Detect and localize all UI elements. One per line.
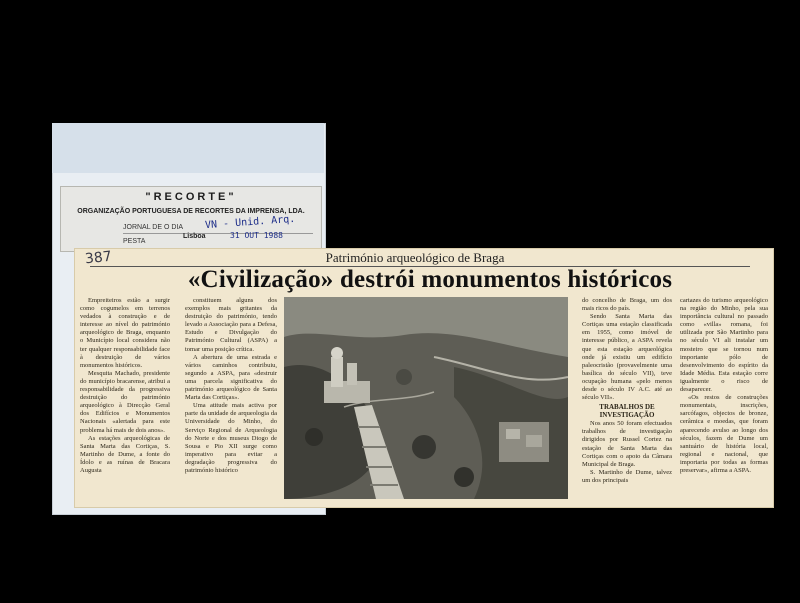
paragraph: Uma atitude mais activa por parte da unidade de arqueologia da Universidade do Minho, do Serviço Regional de Arqueologia do Norte e dos museus Diogo de Sousa e Pio XII surge como imperativo para evitar a degradação progressiva do património histórico: [185, 402, 277, 474]
paragraph: Mesquita Machado, presidente do município bracarense, atribui a responsabilidade da progressiva destruição do património arqueológico à Direcção Geral dos Edifícios e Monumentos Nacionais «alertada para este problema há mais de dois anos».: [80, 369, 170, 434]
paragraph: S. Martinho de Dume, talvez um dos principais: [582, 468, 672, 484]
handwritten-page-number: 387: [84, 248, 113, 268]
field-label: PESTA: [123, 238, 146, 245]
paragraph: As estações arqueológicas de Santa Marta das Cortiças, S. Martinho de Dume, a fonte do Ídolo e as ruínas de Bracara Augusta: [80, 434, 170, 474]
city-label: Lisboa: [183, 233, 206, 240]
paragraph: constituem alguns dos exemplos mais gritantes da destruição do património, tendo levado a Associação para a Defesa, Estudo e Divulgação do Património Cultural (ASPA) a tomar uma posição crítica.: [185, 297, 277, 353]
paragraph: «Os restos de construções monumentais, inscrições, sarcófagos, objectos de bronze, cerâmica e moedas, que foram aparecendo avulso ao longo dos séculos, fazem de Dume um santuário de história local, regional e nacional, que importaria por todas as formas preservar», afirma a ASPA.: [680, 394, 768, 474]
paragraph: do concelho de Braga, um dos mais ricos do país.: [582, 297, 672, 313]
section-subhead: TRABALHOS DE INVESTIGAÇÃO: [599, 403, 655, 420]
clipping-card-header-strip: [52, 123, 324, 173]
paragraph: cartazes do turismo arqueológico na região do Minho, pela sua importância cultural no passado como «villa» romana, foi utilizada por São Martinho para no século VI ali instalar um mosteiro que se tornou num importante pólo de desenvolvimento do espírito da Idade Média. Esta estação corre igualmente o risco de desaparecer.: [680, 297, 768, 394]
article-kicker: Património arqueológico de Braga: [325, 250, 505, 265]
article-column-1: [80, 297, 170, 475]
aerial-photo-drawing: [284, 297, 568, 499]
agency-brand: "RECORTE": [145, 191, 237, 203]
article-column-2: [185, 297, 277, 475]
paragraph: Empreiteiros estão a surgir como cogumelos em terrenos vedados à construção e de interesse ao nível do património arqueológico de Braga, enquanto o Município local considera não ter qualquer responsabilidade face à destruição de vários monumentos históricos.: [80, 297, 170, 369]
newspaper-label: JORNAL DE O DIA: [123, 224, 184, 231]
article-column-4: [680, 297, 768, 475]
source-stamp: VN - Unid. Arq.: [204, 213, 296, 232]
date-stamp: 31 OUT 1988: [230, 231, 283, 240]
article-column-3: [582, 297, 672, 485]
paragraph: A abertura de uma estrada e vários caminhos contribuiu, segundo a ASPA, para «destruir uma parcela significativa do património arqueológico de Santa Marta das Cortiças».: [185, 353, 277, 402]
aerial-photo: [284, 297, 568, 499]
paragraph: Sendo Santa Marta das Cortiças uma estação classificada em 1955, como imóvel de interesse público, a ASPA revela que esta estação arqueológica onde já existiu um edifício paleocristão (provavelmente uma basílica do século VII), teve ocupação humana «pelo menos desde o século IV A.C. até ao século VII».: [582, 313, 672, 402]
label-divider: [123, 233, 313, 234]
article-headline: «Civilização» destrói monumentos históricos: [187, 266, 673, 293]
agency-organization: ORGANIZAÇÃO PORTUGUESA DE RECORTES DA IMPRENSA, LDA.: [77, 208, 305, 215]
paragraph: Nos anos 50 foram efectuados trabalhos de investigação dirigidos por Russel Cortez na estação de Santa Marta das Cortiças com o apoio da Câmara Municipal de Braga.: [582, 420, 672, 468]
